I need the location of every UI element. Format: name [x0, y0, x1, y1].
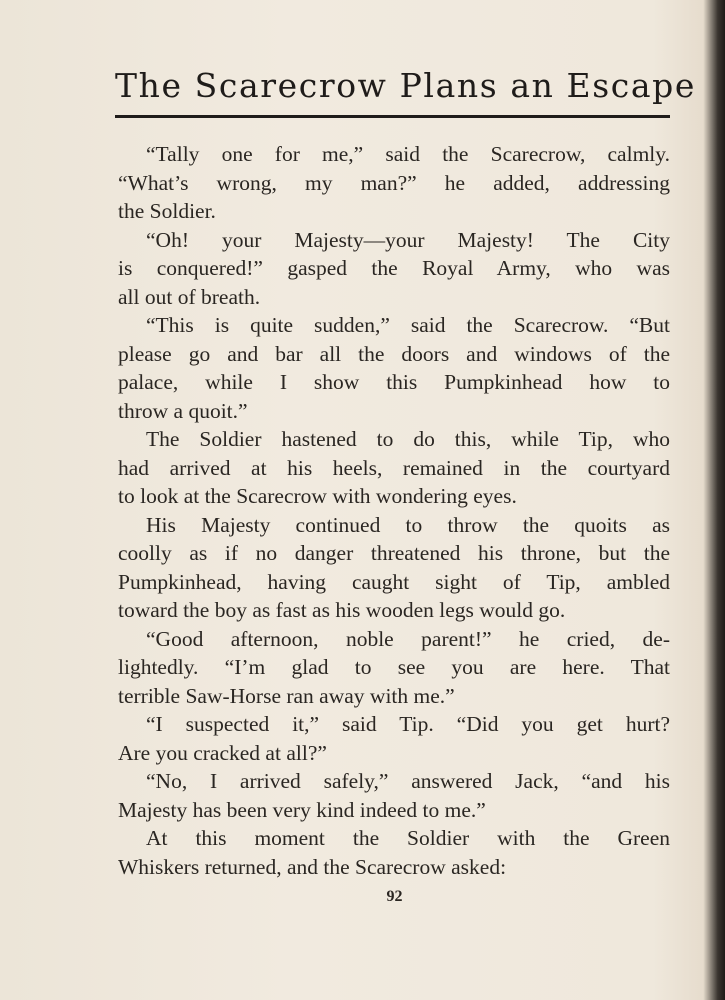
text-line: Are you cracked at all?”: [118, 740, 327, 765]
text-line: palace, while I show this Pumpkinhead how to: [118, 370, 670, 394]
body-text: [118, 140, 670, 881]
text-line: “What’s wrong, my man?” he added, addressing: [118, 170, 670, 195]
text-line: “No, I arrived safely,” answered Jack, “and his: [146, 769, 670, 793]
text-line: please go and bar all the doors and windows of the: [118, 341, 670, 366]
page-number: 92: [386, 888, 403, 905]
text-line: coolly as if no danger threatened his throne, but the: [118, 541, 670, 565]
text-line: lightedly. “I’m glad to see you are here. That: [118, 655, 670, 679]
text-line: His Majesty continued to throw the quoits as: [146, 512, 670, 537]
text-line: Pumpkinhead, having caught sight of Tip, ambled: [118, 569, 670, 594]
text-line: had arrived at his heels, remained in the courtyard: [118, 455, 670, 480]
text-line: Whiskers returned, and the Scarecrow asked:: [118, 854, 507, 879]
chapter-title: The Scarecrow Plans an Escape: [115, 66, 696, 105]
text-line: “Good afternoon, noble parent!” he cried, de-: [146, 626, 670, 651]
text-line: toward the boy as fast as his wooden legs would go.: [118, 598, 566, 622]
title-rule: [115, 115, 670, 118]
text-line: “Oh! your Majesty—your Majesty! The City: [146, 227, 670, 252]
text-line: “This is quite sudden,” said the Scarecrow. “But: [146, 313, 670, 337]
text-line: the Soldier.: [118, 199, 216, 223]
text-line: to look at the Scarecrow with wondering eyes.: [118, 484, 517, 508]
text-line: throw a quoit.”: [118, 398, 248, 423]
text-line: terrible Saw-Horse ran away with me.”: [118, 683, 455, 708]
text-line: “I suspected it,” said Tip. “Did you get hurt?: [146, 712, 670, 736]
text-line: is conquered!” gasped the Royal Army, who was: [118, 256, 670, 280]
text-line: The Soldier hastened to do this, while Tip, who: [146, 427, 670, 451]
text-line: all out of breath.: [118, 284, 261, 309]
text-line: Majesty has been very kind indeed to me.”: [118, 797, 486, 822]
text-line: At this moment the Soldier with the Green: [146, 826, 670, 850]
text-line: “Tally one for me,” said the Scarecrow, calmly.: [146, 142, 670, 166]
